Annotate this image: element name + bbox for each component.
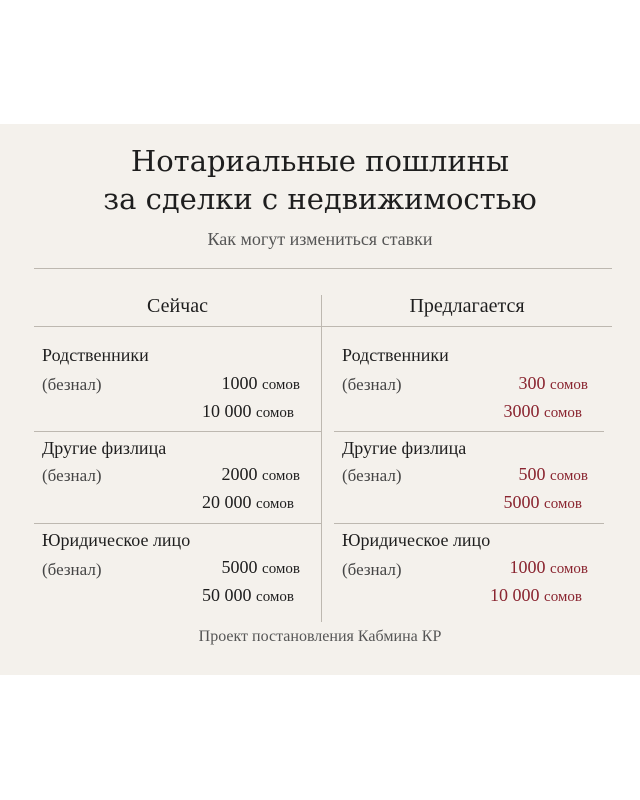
section-label-now: Другие физлица [42,438,167,458]
row-divider [34,431,321,432]
row-divider [334,431,604,432]
title-divider [34,268,612,269]
fee-value-proposed: 3000 сомов [503,401,582,421]
subtitle: Как могут измениться ставки [207,229,433,249]
payment-note-proposed: (безнал) [342,375,402,394]
fee-value-proposed: 500 сомов [518,464,588,484]
fee-value-now: 50 000 сомов [202,585,294,605]
section-label-proposed: Родственники [342,345,449,365]
fee-value-proposed: 300 сомов [518,373,588,393]
title-line-1: Нотариальные пошлины [130,144,510,178]
payment-note-proposed: (безнал) [342,466,402,485]
fee-value-proposed: 5000 сомов [503,492,582,512]
column-header-now: Сейчас [147,295,208,317]
fee-value-now: 10 000 сомов [202,401,294,421]
payment-note-now: (безнал) [42,466,102,485]
fee-value-proposed: 10 000 сомов [490,585,582,605]
fee-value-now: 20 000 сомов [202,492,294,512]
section-label-now: Родственники [42,345,149,365]
fee-value-now: 1000 сомов [221,373,300,393]
fee-value-now: 5000 сомов [221,557,300,577]
payment-note-proposed: (безнал) [342,560,402,579]
title-line-2: за сделки с недвижимостью [103,182,537,216]
payment-note-now: (безнал) [42,375,102,394]
header-divider [34,326,612,327]
column-header-proposed: Предлагается [409,295,525,317]
section-label-now: Юридическое лицо [42,530,191,550]
row-divider [334,523,604,524]
section-label-proposed: Другие физлица [342,438,467,458]
fee-value-proposed: 1000 сомов [509,557,588,577]
section-label-proposed: Юридическое лицо [342,530,491,550]
payment-note-now: (безнал) [42,560,102,579]
fee-value-now: 2000 сомов [221,464,300,484]
row-divider [34,523,321,524]
column-divider [321,295,322,622]
source-footer: Проект постановления Кабмина КР [198,628,442,645]
